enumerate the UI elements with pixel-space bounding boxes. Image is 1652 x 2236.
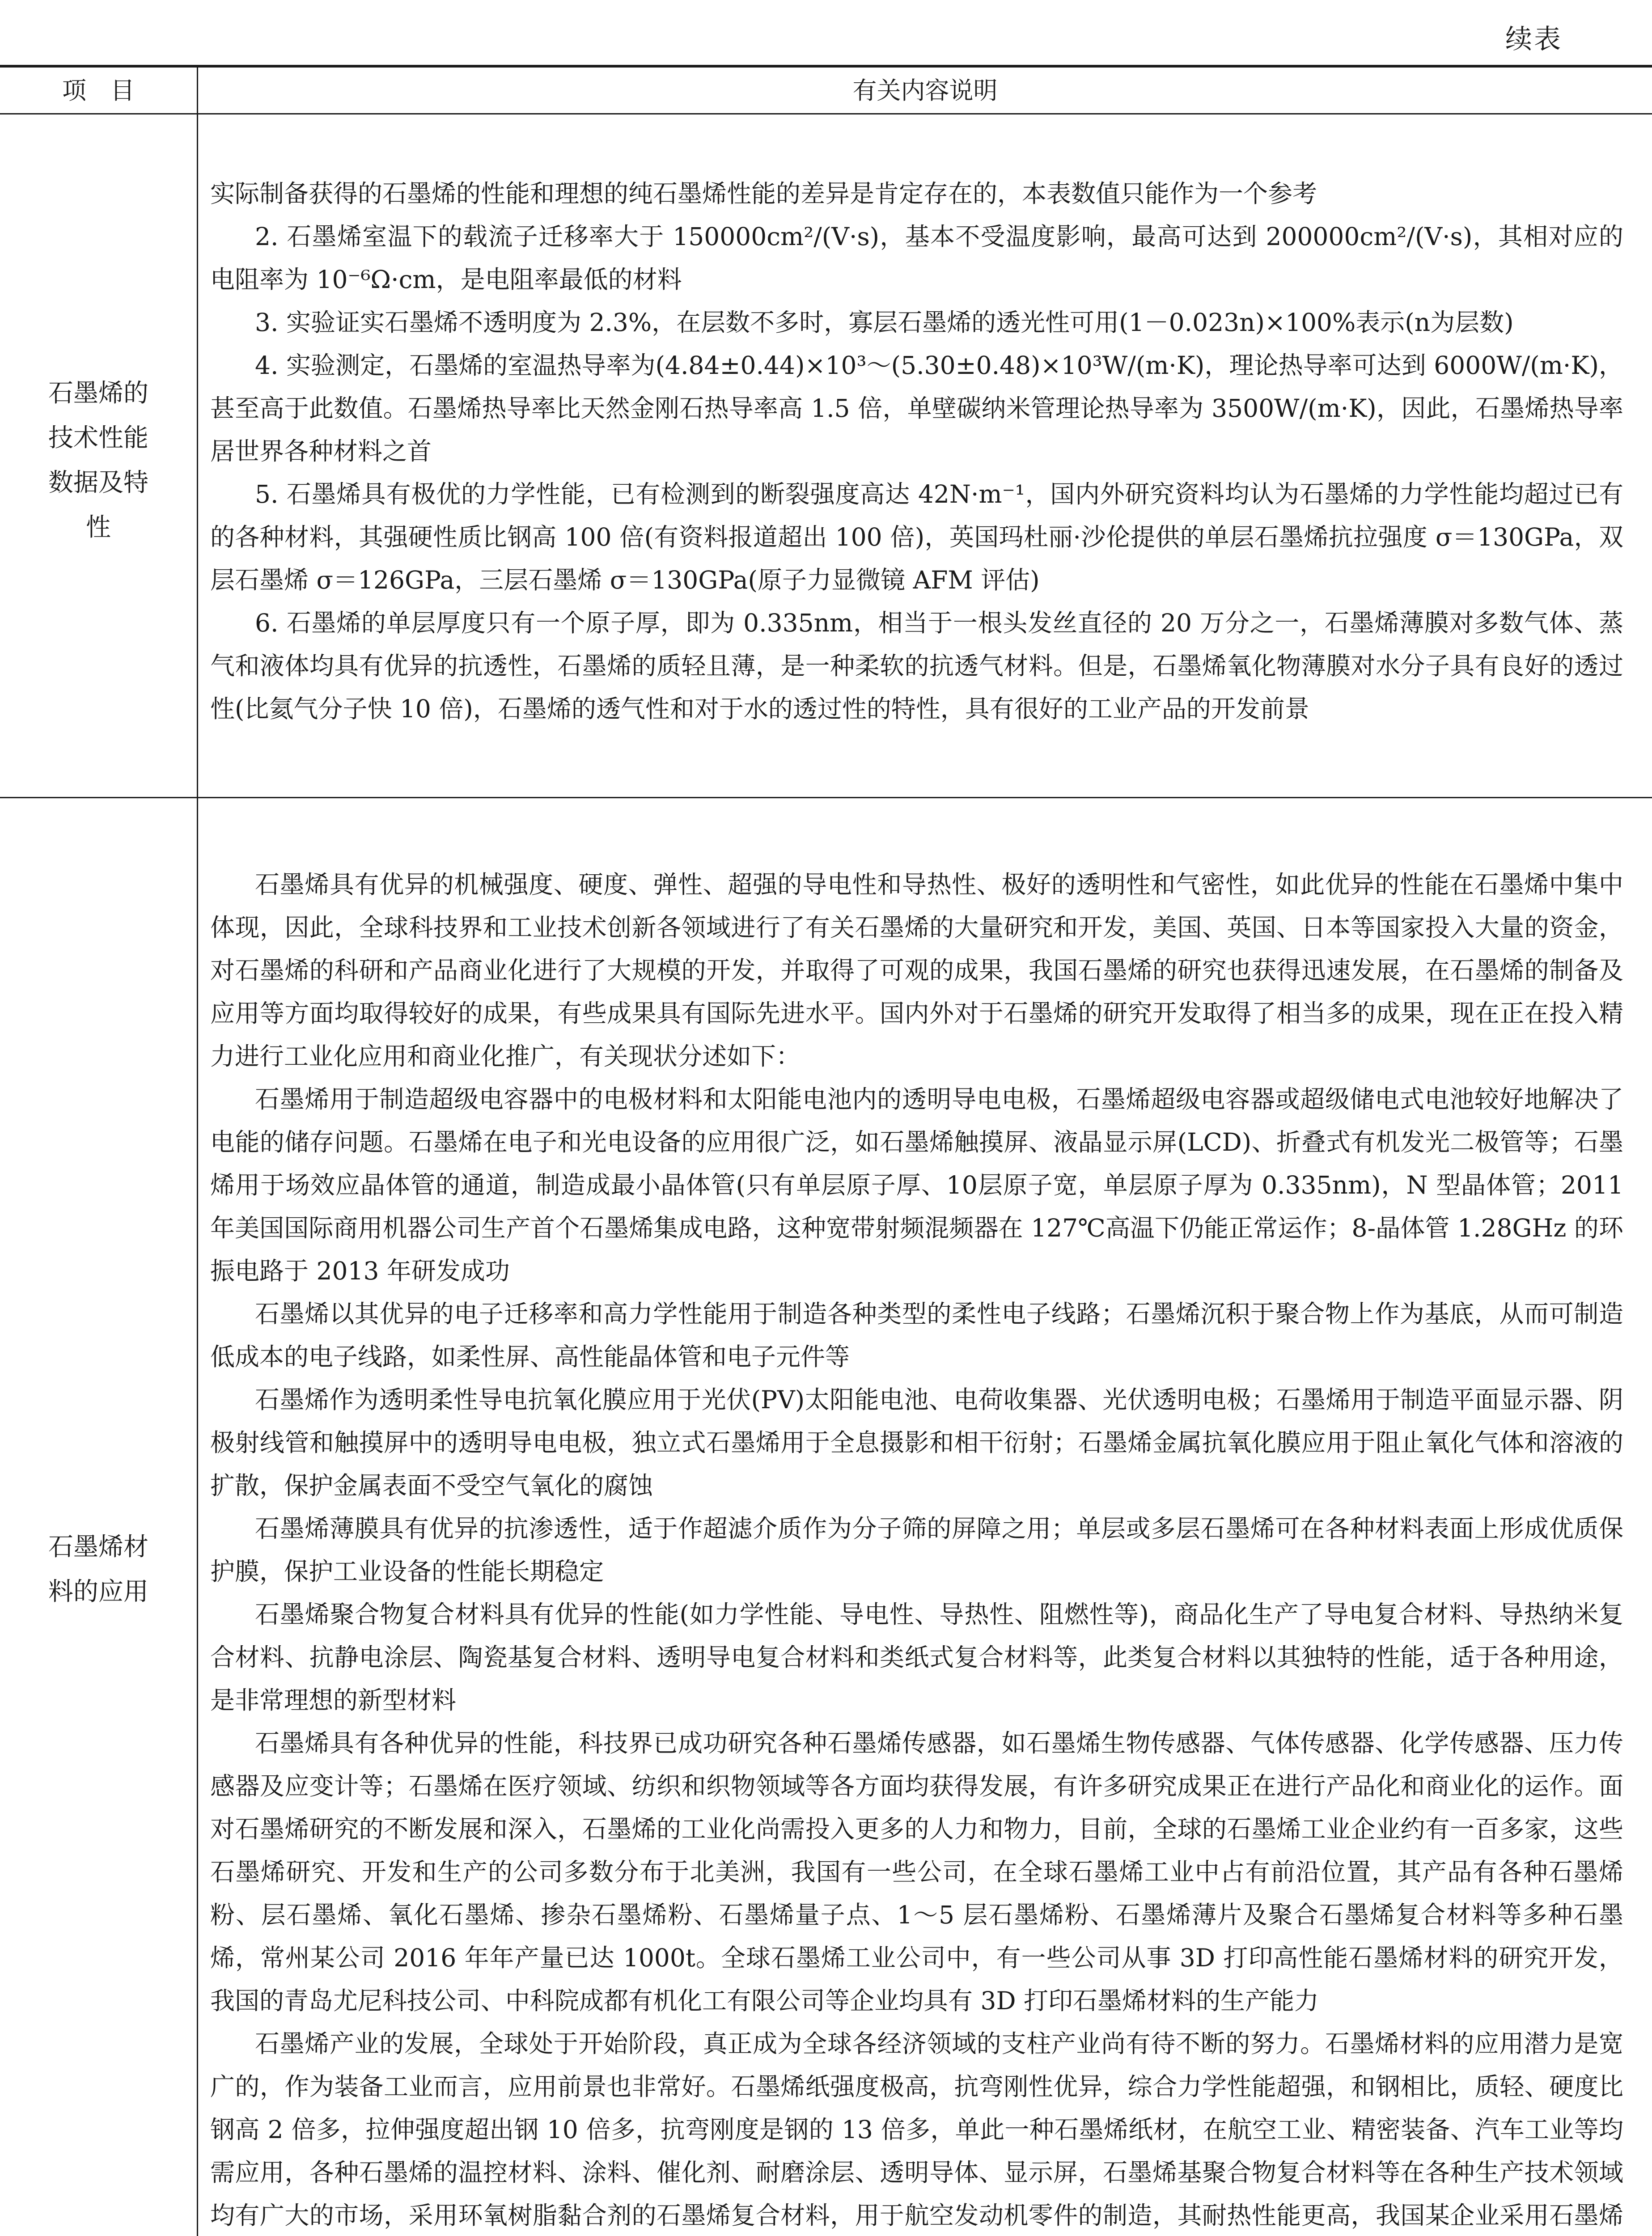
row-content xyxy=(210,172,1623,730)
paragraph: 石墨烯作为透明柔性导电抗氧化膜应用于光伏(PV)太阳能电池、电荷收集器、光伏透明电极；石墨烯用于制造平面显示器、阴极射线管和触摸屏中的透明导电电极，独立式石墨烯用于全息摄影和相干衍射；石墨烯金属抗氧化膜应用于阻止氧化气体和溶液的扩散，保护金属表面不受空气氧化的腐蚀 xyxy=(210,1385,1623,1500)
header-content: 有关内容说明 xyxy=(852,76,998,105)
paragraph: 4. 实验测定，石墨烯的室温热导率为(4.84±0.44)×10³～(5.30±0.48)×10³W/(m·K)，理论热导率可达到 6000W/(m·K)，甚至高于此数值。石墨烯热导率比天然金刚石热导率高 1.5 倍，单壁碳纳米管理论热导率为 3500W/(m·K)，因此，石墨烯热导率居世界各种材料之首 xyxy=(210,351,1623,466)
paragraph: 石墨烯薄膜具有优异的抗渗透性，适于作超滤介质作为分子筛的屏障之用；单层或多层石墨烯可在各种材料表面上形成优质保护膜，保护工业设备的性能长期稳定 xyxy=(210,1514,1623,1586)
paragraph: 石墨烯具有优异的机械强度、硬度、弹性、超强的导电性和导热性、极好的透明性和气密性，如此优异的性能在石墨烯中集中体现，因此，全球科技界和工业技术创新各领域进行了有关石墨烯的大量研究和开发，美国、英国、日本等国家投入大量的资金，对石墨烯的科研和产品商业化进行了大规模的开发，并取得了可观的成果，我国石墨烯的研究也获得迅速发展，在石墨烯的制备及应用等方面均取得较好的成果，有些成果具有国际先进水平。国内外对于石墨烯的研究开发取得了相当多的成果，现在正在投入精力进行工业化应用和商业化推广，有关现状分述如下： xyxy=(210,870,1623,1071)
paragraph: 石墨烯产业的发展，全球处于开始阶段，真正成为全球各经济领域的支柱产业尚有待不断的努力。石墨烯材料的应用潜力是宽广的，作为装备工业而言，应用前景也非常好。石墨烯纸强度极高，抗弯刚性优异，综合力学性能超强，和钢相比，质轻、硬度比钢高 2 倍多，拉伸强度超出钢 10 倍多，抗弯刚度是钢的 13 倍多，单此一种石墨烯纸材，在航空工业、精密装备、汽车工业等均需应用，各种石墨烯的温控材料、涂料、催化剂、耐磨涂层、透明导体、显示屏，石墨烯基聚合物复合材料等在各种生产技术领域均有广大的市场，采用环氧树脂黏合剂的石墨烯复合材料，用于航空发动机零件的制造，其耐热性能更高，我国某企业采用石墨烯 xyxy=(210,2029,1623,2230)
paragraph: 石墨烯以其优异的电子迁移率和高力学性能用于制造各种类型的柔性电子线路；石墨烯沉积于聚合物上作为基底，从而可制造低成本的电子线路，如柔性屏、高性能晶体管和电子元件等 xyxy=(210,1300,1623,1371)
paragraph: 石墨烯用于制造超级电容器中的电极材料和太阳能电池内的透明导电电极，石墨烯超级电容器或超级储电式电池较好地解决了电能的储存问题。石墨烯在电子和光电设备的应用很广泛，如石墨烯触摸屏、液晶显示屏(LCD)、折叠式有机发光二极管等；石墨烯用于场效应晶体管的通道，制造成最小晶体管(只有单层原子厚、10层原子宽，单层原子厚为 0.335nm)，N 型晶体管；2011 年美国国际商用机器公司生产首个石墨烯集成电路，这种宽带射频混频器在 127℃高温下仍能正常运作；8-晶体管 1.28GHz 的环振电路于 2013 年研发成功 xyxy=(210,1085,1623,1285)
paragraph: 5. 石墨烯具有极优的力学性能，已有检测到的断裂强度高达 42N·m⁻¹，国内外研究资料均认为石墨烯的力学性能均超过已有的各种材料，其强硬性质比钢高 100 倍(有资料报道超出 100 倍)，英国玛杜丽·沙伦提供的单层石墨烯抗拉强度 σ＝130GPa，双层石墨烯 σ＝126GPa，三层石墨烯 σ＝130GPa(原子力显微镜 AFM 评估) xyxy=(210,480,1623,594)
continued-label: 续表 xyxy=(1505,24,1563,55)
paragraph: 实际制备获得的石墨烯的性能和理想的纯石墨烯性能的差异是肯定存在的，本表数值只能作为一个参考 xyxy=(210,179,1317,208)
paragraph: 2. 石墨烯室温下的载流子迁移率大于 150000cm²/(V·s)，基本不受温度影响，最高可达到 200000cm²/(V·s)，其相对应的电阻率为 10⁻⁶Ω·cm，是电阻率最低的材料 xyxy=(210,222,1623,294)
paragraph: 6. 石墨烯的单层厚度只有一个原子厚，即为 0.335nm，相当于一根头发丝直径的 20 万分之一，石墨烯薄膜对多数气体、蒸气和液体均具有优异的抗透性，石墨烯的质轻且薄，是一种柔软的抗透气材料。但是，石墨烯氧化物薄膜对水分子具有良好的透过性(比氦气分子快 10 倍)，石墨烯的透气性和对于水的透过性的特性，具有很好的工业产品的开发前景 xyxy=(210,609,1623,723)
row-divider-rule xyxy=(0,797,1652,798)
row-item-label: 石墨烯材料的应用 xyxy=(48,1533,148,1606)
header-bottom-rule xyxy=(0,113,1652,114)
paragraph: 石墨烯聚合物复合材料具有优异的性能(如力学性能、导电性、导热性、阻燃性等)，商品化生产了导电复合材料、导热纳米复合材料、抗静电涂层、陶瓷基复合材料、透明导电复合材料和类纸式复合材料等，此类复合材料以其独特的性能，适于各种用途，是非常理想的新型材料 xyxy=(210,1600,1623,1715)
row-item-label: 石墨烯的技术性能数据及特性 xyxy=(48,379,148,542)
column-divider-rule xyxy=(197,66,198,2236)
row-content xyxy=(210,863,1623,2236)
paragraph: 石墨烯具有各种优异的性能，科技界已成功研究各种石墨烯传感器，如石墨烯生物传感器、气体传感器、化学传感器、压力传感器及应变计等；石墨烯在医疗领域、纺织和织物领域等各方面均获得发展，有许多研究成果正在进行产品化和商业化的运作。面对石墨烯研究的不断发展和深入，石墨烯的工业化尚需投入更多的人力和物力，目前，全球的石墨烯工业企业约有一百多家，这些石墨烯研究、开发和生产的公司多数分布于北美洲，我国有一些公司，在全球石墨烯工业中占有前沿位置，其产品有各种石墨烯粉、层石墨烯、氧化石墨烯、掺杂石墨烯粉、石墨烯量子点、1～5 层石墨烯粉、石墨烯薄片及聚合石墨烯复合材料等多种石墨烯，常州某公司 2016 年年产量已达 1000t。全球石墨烯工业公司中，有一些公司从事 3D 打印高性能石墨烯材料的研究开发，我国的青岛尤尼科技公司、中科院成都有机化工有限公司等企业均具有 3D 打印石墨烯材料的生产能力 xyxy=(210,1729,1623,2015)
paragraph: 3. 实验证实石墨烯不透明度为 2.3%，在层数不多时，寡层石墨烯的透光性可用(1－0.023n)×100%表示(n为层数) xyxy=(255,308,1514,337)
table-top-rule xyxy=(0,65,1652,68)
header-item: 项 目 xyxy=(62,76,135,105)
